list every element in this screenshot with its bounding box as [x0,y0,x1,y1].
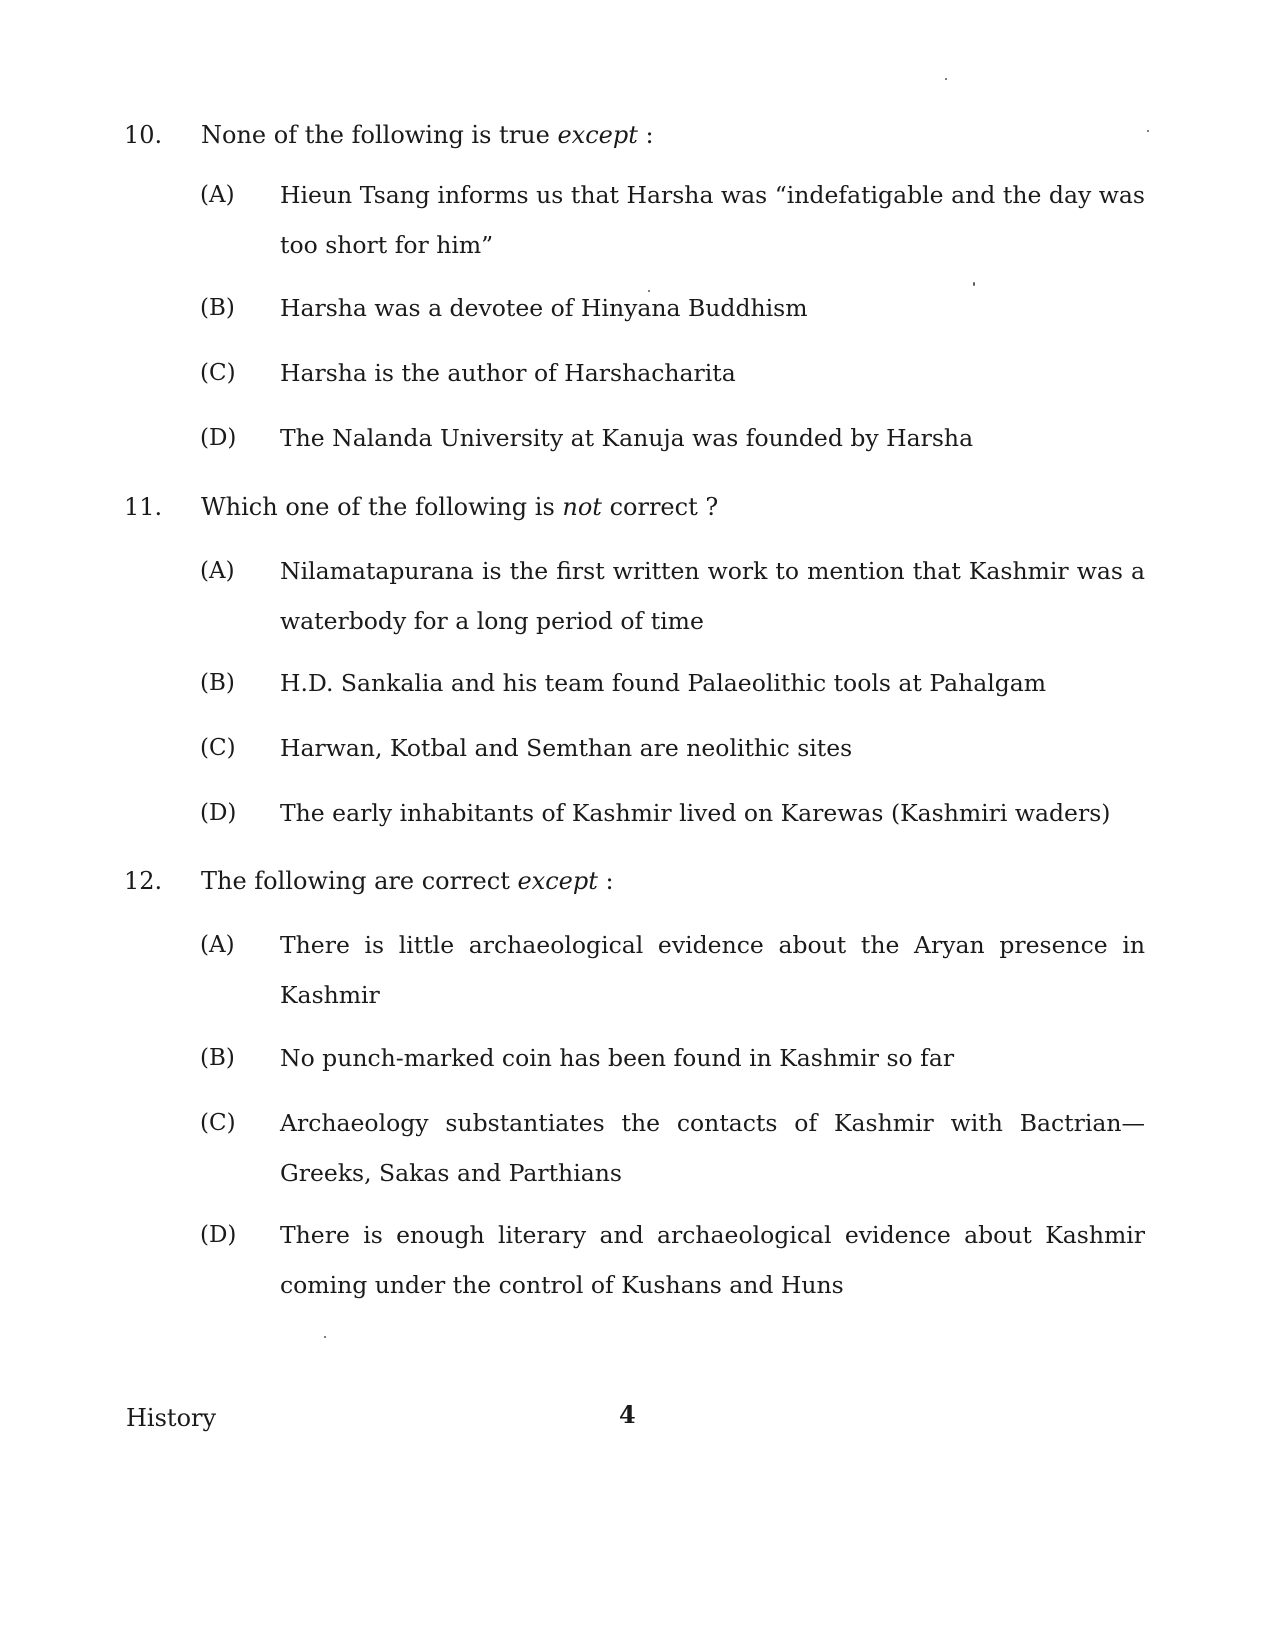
option-label: (D) [200,425,237,451]
scan-speck [945,78,947,80]
scan-speck [1147,130,1149,132]
stem-suffix: : [637,121,654,149]
option-text: The early inhabitants of Kashmir lived on Karewas (Kashmiri waders) [280,799,1111,827]
stem-text: Which one of the following is [201,493,563,521]
option-label: (C) [200,1110,236,1136]
option-label: (D) [200,800,237,826]
option-text: Harsha was a devotee of Hinyana Buddhism [280,294,808,322]
stem-text: The following are correct [201,867,518,895]
option-text: Nilamatapurana is the first written work to mention that Kashmir was a waterbody for a long period of time [280,557,1145,635]
option-label: (C) [200,735,236,761]
stem-text: None of the following is true [201,121,558,149]
option-label: (B) [200,295,235,321]
stem-emphasis: except [557,121,638,149]
question-number: 10. [124,121,163,149]
stem-emphasis: except [517,867,598,895]
option-text: The Nalanda University at Kanuja was founded by Harsha [280,424,974,452]
page-number: 4 [619,1400,636,1429]
scan-speck [324,1336,326,1338]
option-text: Harsha is the author of Harshacharita [280,359,736,387]
option-text: Archaeology substantiates the contacts of Kashmir with Bactrian— Greeks, Sakas and Parthians [280,1109,1145,1187]
option-text: No punch-marked coin has been found in Kashmir so far [280,1044,955,1072]
option-text: H.D. Sankalia and his team found Palaeolithic tools at Pahalgam [280,669,1047,697]
footer-subject: History [126,1404,217,1432]
option-label: (D) [200,1222,237,1248]
option-label: (B) [200,670,235,696]
scan-speck [648,290,650,292]
scan-speck [973,282,975,286]
question-stem [201,120,654,150]
option-text: Harwan, Kotbal and Semthan are neolithic sites [280,734,853,762]
option-text: There is enough literary and archaeological evidence about Kashmir coming under the control of Kushans and Huns [280,1221,1145,1299]
stem-suffix: correct ? [601,493,719,521]
option-text: There is little archaeological evidence about the Aryan presence in Kashmir [280,931,1145,1009]
stem-suffix: : [597,867,614,895]
option-text: Hieun Tsang informs us that Harsha was “indefatigable and the day was too short for him” [280,181,1145,259]
stem-emphasis: not [562,493,602,521]
option-label: (A) [200,558,235,584]
option-label: (B) [200,1045,235,1071]
question-number: 11. [124,493,163,521]
question-number: 12. [124,867,163,895]
option-label: (C) [200,360,236,386]
option-label: (A) [200,182,235,208]
option-label: (A) [200,932,235,958]
question-stem [201,492,718,522]
question-stem [201,866,614,896]
